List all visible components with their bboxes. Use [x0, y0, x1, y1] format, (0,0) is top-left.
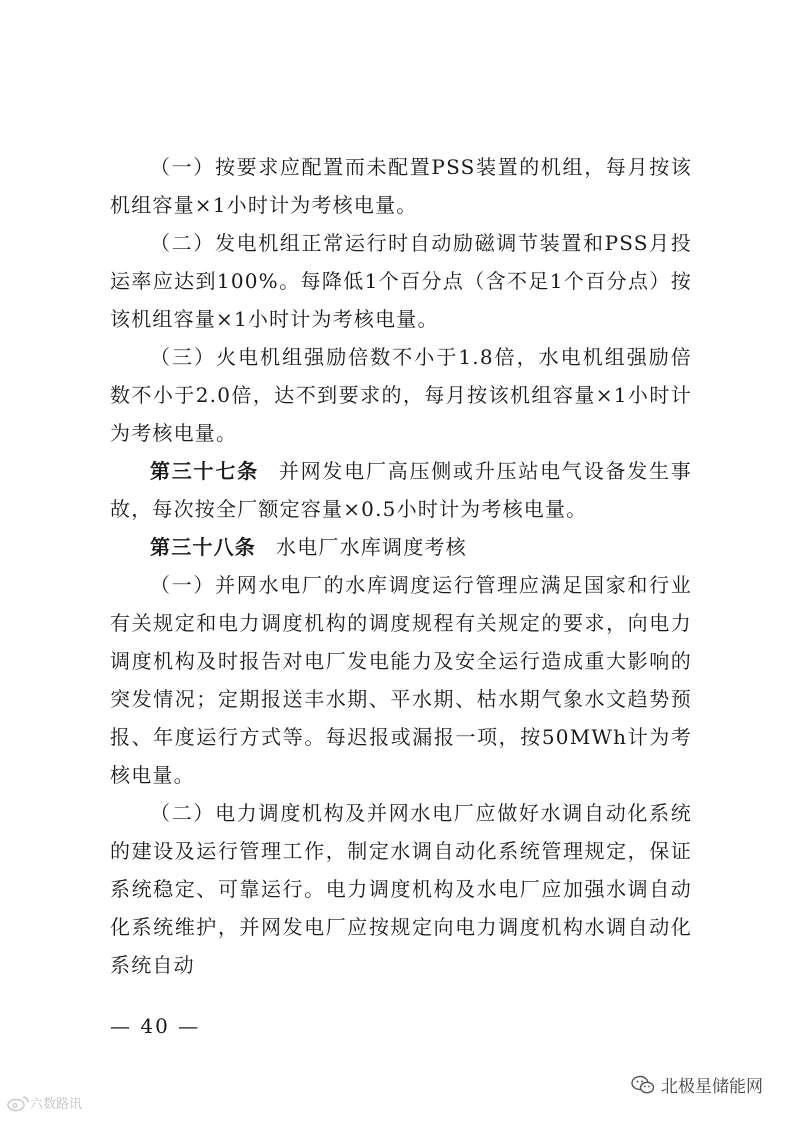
wechat-icon: [631, 1075, 655, 1095]
body-text: [110, 148, 692, 984]
watermark-right: [631, 1072, 763, 1097]
paragraph-water-automation: （二）电力调度机构及并网水电厂应做好水调自动化系统的建设及运行管理工作，制定水调自动化系统管理规定，保证系统稳定、可靠运行。电力调度机构及水电厂应加强水调自动化系统维护，并网发电厂应按规定向电力调度机构水调自动化系统自动: [110, 801, 692, 977]
watermark-left: [6, 1093, 82, 1112]
paragraph-pss-rate: （二）发电机组正常运行时自动励磁调节装置和PSS月投运率应达到100%。每降低1个百分点（含不足1个百分点）按该机组容量×1小时计为考核电量。: [110, 231, 692, 331]
article-number: 第三十七条: [150, 459, 259, 483]
paragraph-article-37: 第三十七条 并网发电厂高压侧或升压站电气设备发生事故，每次按全厂额定容量×0.5小时计为考核电量。: [110, 459, 692, 521]
watermark-left-text: 六数路讯: [30, 1097, 83, 1112]
article-number: 第三十八条: [150, 535, 256, 559]
weibo-icon: [6, 1094, 30, 1112]
paragraph-article-38: 第三十八条 水电厂水库调度考核: [150, 535, 467, 559]
page-number: — 40 —: [110, 1014, 201, 1038]
paragraph-forced-excitation: （三）火电机组强励倍数不小于1.8倍，水电机组强励倍数不小于2.0倍，达不到要求的，每月按该机组容量×1小时计为考核电量。: [110, 345, 692, 445]
paragraph-pss-config: （一）按要求应配置而未配置PSS装置的机组，每月按该机组容量×1小时计为考核电量。: [110, 155, 692, 217]
paragraph-reservoir-dispatch: （一）并网水电厂的水库调度运行管理应满足国家和行业有关规定和电力调度机构的调度规程有关规定的要求，向电力调度机构及时报告对电厂发电能力及安全运行造成重大影响的突发情况；定期报送丰水期、平水期、枯水期气象水文趋势预报、年度运行方式等。每迟报或漏报一项，按50MWh计为考核电量。: [110, 573, 692, 787]
watermark-right-text: 北极星储能网: [661, 1077, 763, 1097]
